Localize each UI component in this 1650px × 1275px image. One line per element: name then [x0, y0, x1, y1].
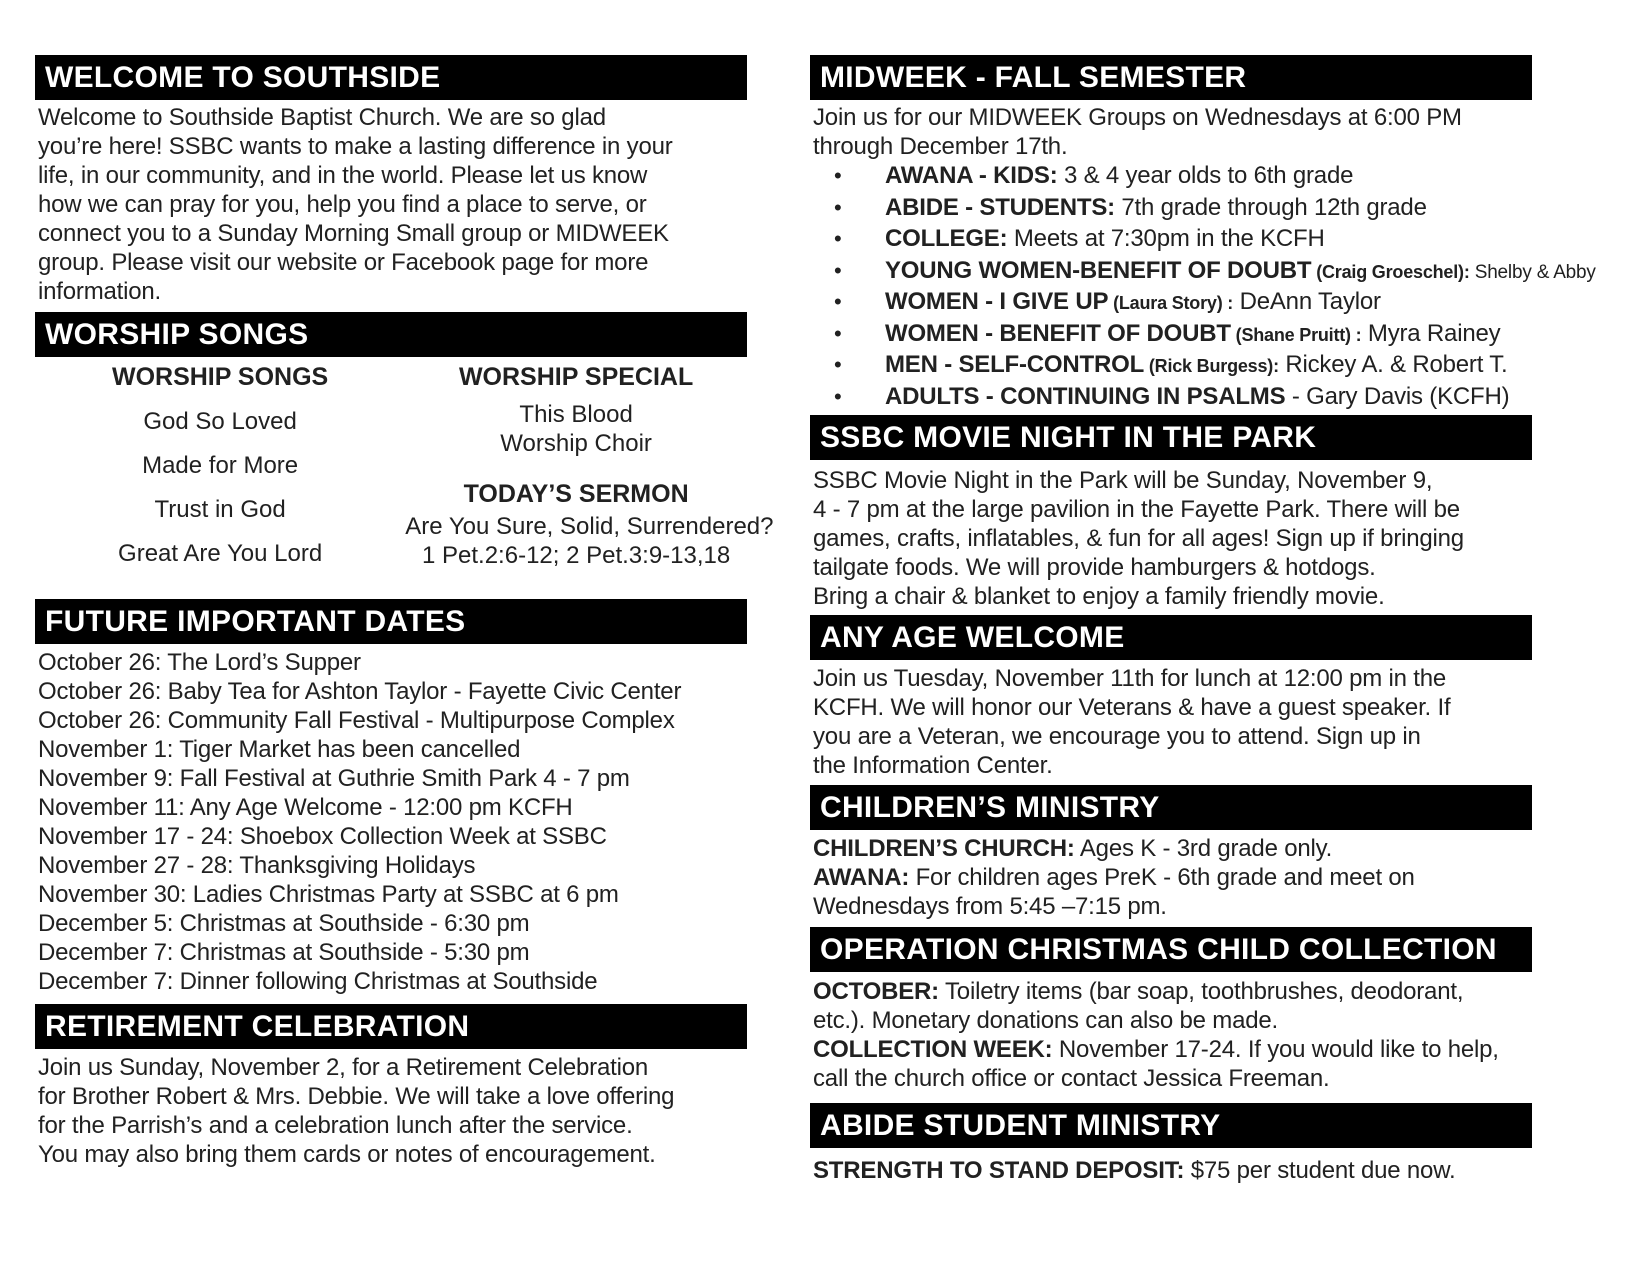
line-label: OCTOBER: — [813, 978, 939, 1005]
sermon-line: 1 Pet.2:6-12; 2 Pet.3:9-13,18 — [422, 542, 731, 569]
bullet-label: ADULTS - CONTINUING IN PSALMS — [885, 382, 1286, 410]
labeled-line — [813, 834, 1532, 863]
line-text: etc.). Monetary donations can also be made. — [813, 1007, 1279, 1034]
worship-special-block — [405, 363, 774, 599]
line-label: AWANA: — [813, 864, 910, 891]
bullet-label: WOMEN - I GIVE UP — [885, 288, 1109, 315]
bullet-detail: - Gary Davis (KCFH) — [1285, 382, 1510, 410]
worship-block — [35, 357, 774, 599]
bullet-subtext: (Rick Burgess): — [1144, 356, 1279, 376]
section-header-any-age: ANY AGE WELCOME — [810, 615, 1532, 660]
date-item: December 7: Christmas at Southside - 5:30 pm — [38, 939, 530, 966]
date-item: November 17 - 24: Shoebox Collection Week at SSBC — [38, 823, 607, 850]
date-item: December 7: Dinner following Christmas at Southside — [38, 968, 598, 995]
childrens-ministry-body — [810, 834, 1532, 921]
line-text: Ages K - 3rd grade only. — [1074, 835, 1333, 862]
text-line: information. — [38, 278, 161, 305]
bullet-detail: Rickey A. & Robert T. — [1278, 351, 1508, 378]
todays-sermon-title: TODAY’S SERMON — [463, 480, 689, 508]
bullet-subtext: (Laura Story) : — [1108, 293, 1234, 313]
any-age-body — [810, 664, 1532, 780]
text-line: the Information Center. — [813, 752, 1053, 779]
line-text: call the church office or contact Jessica Freeman. — [813, 1065, 1330, 1092]
worship-special-title: WORSHIP SPECIAL — [458, 363, 694, 391]
welcome-body — [35, 103, 747, 306]
bullet-detail: 7th grade through 12th grade — [1114, 193, 1427, 221]
text-line: tailgate foods. We will provide hamburgers & hotdogs. — [813, 554, 1376, 581]
date-item: October 26: Baby Tea for Ashton Taylor - Fayette Civic Center — [38, 678, 682, 705]
left-column — [35, 55, 774, 1169]
section-header-operation-christmas-child: OPERATION CHRISTMAS CHILD COLLECTION — [810, 927, 1532, 972]
labeled-line — [813, 892, 1532, 921]
labeled-line — [813, 1006, 1532, 1035]
labeled-line — [813, 1156, 1532, 1185]
song-item: Trust in God — [154, 496, 286, 523]
retirement-body — [35, 1053, 747, 1169]
bullet-item — [810, 256, 1596, 288]
bullet-dot-icon: • — [834, 289, 842, 314]
bullet-item — [810, 350, 1532, 382]
abide-student-ministry-body — [810, 1156, 1532, 1185]
line-label: STRENGTH TO STAND DEPOSIT: — [813, 1157, 1185, 1184]
text-line: games, crafts, inflatables, & fun for all ages! Sign up if bringing — [813, 525, 1464, 552]
future-dates-list — [35, 648, 747, 996]
bullet-detail: Meets at 7:30pm in the KCFH — [1007, 225, 1325, 252]
worship-songs-title: WORSHIP SONGS — [111, 363, 329, 391]
section-header-welcome: WELCOME TO SOUTHSIDE — [35, 55, 747, 100]
worship-songs-list — [35, 363, 405, 599]
text-line: SSBC Movie Night in the Park will be Sunday, November 9, — [813, 467, 1433, 494]
bullet-dot-icon: • — [834, 194, 842, 220]
sermon-line: Are You Sure, Solid, Surrendered? — [405, 513, 774, 540]
text-line: connect you to a Sunday Morning Small group or MIDWEEK — [38, 220, 669, 247]
labeled-line — [813, 977, 1532, 1006]
bullet-label: ABIDE - STUDENTS: — [885, 193, 1115, 221]
bullet-dot-icon: • — [834, 352, 842, 377]
worship-special-line: This Blood — [519, 401, 633, 428]
bullet-dot-icon: • — [834, 163, 842, 188]
midweek-bullet-list — [810, 161, 1596, 413]
bullet-label: AWANA - KIDS: — [885, 162, 1058, 189]
section-header-worship-songs: WORSHIP SONGS — [35, 312, 747, 357]
text-line: through December 17th. — [813, 133, 1068, 160]
line-label: CHILDREN’S CHURCH: — [813, 835, 1075, 862]
section-header-childrens-ministry: CHILDREN’S MINISTRY — [810, 785, 1532, 830]
bullet-item — [810, 382, 1532, 414]
bullet-label: YOUNG WOMEN-BENEFIT OF DOUBT — [885, 256, 1312, 284]
bullet-item — [810, 161, 1532, 193]
date-item: October 26: Community Fall Festival - Multipurpose Complex — [38, 707, 675, 734]
song-item: God So Loved — [143, 408, 297, 435]
labeled-line — [813, 1064, 1532, 1093]
text-line: you are a Veteran, we encourage you to attend. Sign up in — [813, 723, 1421, 750]
bullet-subtext: (Craig Groeschel): — [1311, 261, 1470, 282]
line-text: November 17-24. If you would like to help, — [1052, 1036, 1499, 1063]
bullet-dot-icon: • — [834, 320, 842, 346]
line-text: For children ages PreK - 6th grade and meet on — [909, 864, 1415, 891]
section-header-future-dates: FUTURE IMPORTANT DATES — [35, 599, 747, 644]
bullet-item — [810, 224, 1532, 256]
date-item: December 5: Christmas at Southside - 6:30 pm — [38, 910, 530, 937]
bullet-label: WOMEN - BENEFIT OF DOUBT — [885, 319, 1231, 347]
bullet-detail: Myra Rainey — [1361, 319, 1501, 347]
date-item: November 27 - 28: Thanksgiving Holidays — [38, 852, 476, 879]
text-line: Join us for our MIDWEEK Groups on Wednesdays at 6:00 PM — [813, 104, 1462, 131]
right-column — [810, 55, 1596, 1185]
text-line: You may also bring them cards or notes of encouragement. — [38, 1141, 656, 1168]
bullet-detail: DeAnn Taylor — [1233, 288, 1381, 315]
operation-christmas-child-body — [810, 977, 1532, 1093]
bullet-item — [810, 319, 1532, 351]
bullet-label: COLLEGE: — [885, 225, 1008, 252]
text-line: you’re here! SSBC wants to make a lasting difference in your — [38, 133, 673, 160]
text-line: for the Parrish’s and a celebration lunch after the service. — [38, 1112, 633, 1139]
bullet-subtext: (Shane Pruitt) : — [1230, 324, 1362, 345]
line-label: COLLECTION WEEK: — [813, 1036, 1053, 1063]
song-item: Made for More — [142, 452, 299, 479]
line-text: Wednesdays from 5:45 –7:15 pm. — [813, 893, 1167, 920]
section-header-abide-student-ministry: ABIDE STUDENT MINISTRY — [810, 1103, 1532, 1148]
bullet-item — [810, 287, 1532, 319]
bullet-item — [810, 193, 1532, 225]
midweek-intro — [810, 103, 1532, 161]
bullet-detail: 3 & 4 year olds to 6th grade — [1057, 162, 1354, 189]
section-header-midweek: MIDWEEK - FALL SEMESTER — [810, 55, 1532, 100]
text-line: Join us Tuesday, November 11th for lunch at 12:00 pm in the — [813, 665, 1447, 692]
text-line: Join us Sunday, November 2, for a Retirement Celebration — [38, 1054, 648, 1081]
section-header-retirement: RETIREMENT CELEBRATION — [35, 1004, 747, 1049]
bullet-dot-icon: • — [834, 383, 842, 409]
song-item: Great Are You Lord — [118, 540, 323, 567]
labeled-line — [813, 1035, 1532, 1064]
section-header-movie-night: SSBC MOVIE NIGHT IN THE PARK — [810, 415, 1532, 460]
movie-night-body — [810, 466, 1532, 611]
text-line: group. Please visit our website or Facebook page for more — [38, 249, 649, 276]
worship-special-line: Worship Choir — [500, 430, 652, 457]
date-item: November 1: Tiger Market has been cancelled — [38, 736, 521, 763]
text-line: life, in our community, and in the world. Please let us know — [38, 162, 648, 189]
text-line: how we can pray for you, help you find a place to serve, or — [38, 191, 647, 218]
date-item: November 30: Ladies Christmas Party at SSBC at 6 pm — [38, 881, 619, 908]
bullet-dot-icon: • — [834, 226, 842, 251]
bullet-dot-icon: • — [834, 257, 842, 283]
text-line: for Brother Robert & Mrs. Debbie. We will take a love offering — [38, 1083, 675, 1110]
date-item: November 9: Fall Festival at Guthrie Smith Park 4 - 7 pm — [38, 765, 630, 792]
bullet-detail: Shelby & Abby — [1469, 261, 1596, 283]
line-text: $75 per student due now. — [1184, 1157, 1456, 1184]
text-line: Bring a chair & blanket to enjoy a family friendly movie. — [813, 583, 1385, 610]
labeled-line — [813, 863, 1532, 892]
date-item: November 11: Any Age Welcome - 12:00 pm KCFH — [38, 794, 573, 821]
date-item: October 26: The Lord’s Supper — [38, 649, 361, 676]
text-line: 4 - 7 pm at the large pavilion in the Fayette Park. There will be — [813, 496, 1460, 523]
line-text: Toiletry items (bar soap, toothbrushes, deodorant, — [938, 978, 1464, 1005]
text-line: Welcome to Southside Baptist Church. We are so glad — [38, 104, 606, 131]
bullet-label: MEN - SELF-CONTROL — [885, 351, 1145, 378]
text-line: KCFH. We will honor our Veterans & have a guest speaker. If — [813, 694, 1451, 721]
